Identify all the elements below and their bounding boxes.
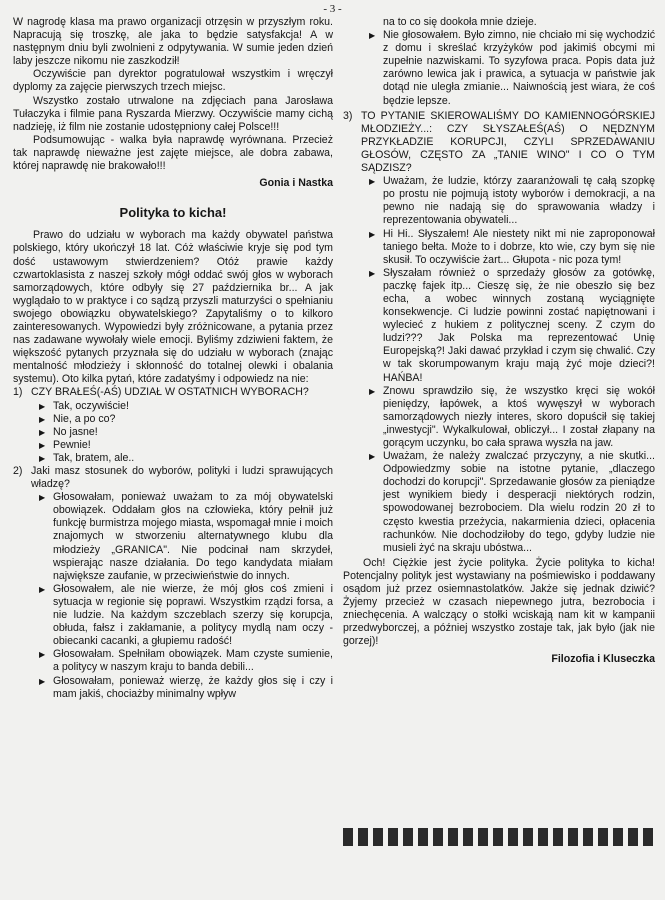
- question-1: [13, 386, 333, 465]
- arrow-bullet-icon: ▶: [39, 453, 46, 463]
- arrow-bullet-icon: ▶: [39, 584, 46, 594]
- arrow-bullet-icon: ▶: [369, 229, 376, 239]
- list-item: ▶ Uważam, że należy zwalczać przyczyny, a nie skutki... Odpowiedzmy sobie na istotne pytanie, „dlaczego dochodzi do korupcji". Sprzedawanie głosów za pieniądze jest wynikiem biedy i desperacji niektórych rodzin, spowodowanej bezrobociem. Dla wielu rodzin 20 zł to często kwestia przeżycia, nakarmienia dzieci, opłacenia rachunków. Nie dochodziłoby do tego, gdyby ludzie nie musieli żyć na skraju ubóstwa...: [369, 450, 655, 554]
- list-item: ▶ Nie głosowałem. Było zimno, nie chciało mi się wychodzić z domu i skreślać krzyżyków pod jakimiś obcymi mi zupełnie nazwiskami. To syzyfowa praca. Popis data już zarówno lewica jak i prawica, a sytuacja w państwie jak dotąd nie uległa zmianie... Naiwnością jest wiara, że coś będzie lepsze.: [369, 29, 655, 107]
- intro-paragraph: Oczywiście pan dyrektor pogratulował wszystkim i wręczył dyplomy za zajęcie pierwszych trzech miejsc.: [13, 68, 333, 94]
- list-item: ▶ No jasne!: [39, 425, 98, 438]
- bar-block: [433, 828, 443, 846]
- list-item: ▶ Pewnie!: [39, 438, 91, 451]
- bar-block: [628, 828, 638, 846]
- arrow-bullet-icon: ▶: [369, 177, 376, 187]
- article-title: Polityka to kicha!: [119, 205, 227, 221]
- question-3: [343, 110, 655, 555]
- arrow-bullet-icon: ▶: [39, 414, 46, 424]
- bar-block: [493, 828, 503, 846]
- list-item: ▶ Tak, bratem, ale..: [39, 451, 135, 464]
- list-item: ▶ Uważam, że ludzie, którzy zaaranżowali tę całą szopkę po prostu nie pojmują istoty wyborów i demokracji, a na pewno nie nadają się do sprawowania władzy i reprezentowania obywateli...: [369, 175, 655, 227]
- list-item: ▶ Nie, a po co?: [39, 412, 116, 425]
- question-text: CZY BRAŁEŚ(-AŚ) UDZIAŁ W OSTATNICH WYBORACH?: [31, 386, 309, 399]
- bar-block: [448, 828, 458, 846]
- closing-signature: Filozofia i Kluseczka: [551, 652, 655, 665]
- list-item: ▶ Hi Hi.. Słyszałem! Ale niestety nikt mi nie zaproponował taniego bełta. Może to i dobrze, kto wie, czy bym się nie skusił. To oczywiście żart... Głupota - nic poza tym!: [369, 227, 655, 266]
- closing-paragraph: Och! Ciężkie jest życie polityka. Życie polityka to kicha! Potencjalny polityk jest wystawiany na pośmiewisko i poddawany osądom już przez osiemnastolatków. Jakże się jednak dziwić? Żyjemy przecież w czasach niepewnego jutra, bezrobocia i zniechęcenia. A walczący o stołki wciskają nam kit w kampanii przedwyborczej, a później wszystko zostaje tak, jak było (jak nie gorzej)!: [343, 556, 655, 648]
- question-number: 3): [343, 109, 353, 122]
- answer-list: [13, 400, 333, 465]
- bar-block: [358, 828, 368, 846]
- question-text: TO PYTANIE SKIEROWALIŚMY DO KAMIENNOGÓRSKIEJ MŁODZIEŻY...: CZY SŁYSZAŁEŚ(AŚ) O NĘDZNYM PRZYKŁADZIE KORUPCJI, CZYLI SPRZEDAWANIU GŁOSÓW, CZĘSTO ZA „TANIE WINO" I CO O TYM SĄDZISZ?: [361, 109, 655, 175]
- right-column: [343, 16, 655, 666]
- bar-block: [538, 828, 548, 846]
- question-2: [13, 465, 333, 701]
- intro-paragraph: Podsumowując - walka była naprawdę wyrównana. Przecież tak naprawdę nieważne jest zajęte miejsce, ale dobra zabawa, której naprawdę nie brakowało!!!: [13, 133, 333, 173]
- decorative-bar-strip: [343, 828, 663, 848]
- answer-list: [13, 491, 333, 701]
- bar-block: [403, 828, 413, 846]
- bar-block: [643, 828, 653, 846]
- bar-block: [343, 828, 353, 846]
- list-item: ▶ Tak, oczywiście!: [39, 399, 129, 412]
- bar-block: [418, 828, 428, 846]
- list-item: ▶ Słyszałam również o sprzedaży głosów za gotówkę, paczkę fajek itp... Cieszę się, że nie obeszło się bez echa, a wobec winnych zostaną wyciągnięte konsekwencje. Ci ludzie powinni zostać napiętnowani i wylecieć z hukiem z politycznej sceny. Z czym do ludzi??? Jak Polska ma reprezentować Unię Europejską?! Jaki dawać przykład i czym się chwalić. Czy w tak skorumpowanym kraju mają żyć moje dzieci?! HAŃBA!: [369, 266, 655, 384]
- arrow-bullet-icon: ▶: [39, 650, 46, 660]
- answer-list: [343, 16, 655, 108]
- arrow-bullet-icon: ▶: [39, 493, 46, 503]
- bar-block: [373, 828, 383, 846]
- list-item: ▶ Głosowałam. Spełniłam obowiązek. Mam czyste sumienie, a politycy w naszym kraju to banda debili...: [39, 648, 333, 674]
- bar-block: [478, 828, 488, 846]
- arrow-bullet-icon: ▶: [369, 452, 376, 462]
- arrow-bullet-icon: ▶: [369, 31, 376, 41]
- arrow-bullet-icon: ▶: [39, 676, 46, 686]
- bar-block: [553, 828, 563, 846]
- arrow-bullet-icon: ▶: [369, 386, 376, 396]
- left-column: [13, 16, 333, 701]
- list-item: ▶ Głosowałem, ale nie wierze, że mój głos coś zmieni i sytuacja w regionie się poprawi. Wszystkim rządzi forsa, a nie ludzie. Na każdym szczeblach szerzy się korupcja, obłuda, fałsz i zakłamanie, a politycy mydlą nam oczy - obiecanki cacanki, a głupiemu radość!: [39, 582, 333, 648]
- arrow-bullet-icon: ▶: [39, 401, 46, 411]
- arrow-bullet-icon: ▶: [369, 268, 376, 278]
- question-number: 1): [13, 386, 23, 399]
- bar-block: [508, 828, 518, 846]
- list-item: ▶ Znowu sprawdziło się, że wszystko kręci się wokół pieniędzy, łapówek, a ktoś wywęszył w wyborach samorządowych niezły interes, skoro dopuścił się takiej „inwestycji". Wykalkulował, obliczył... I został złapany na gorącym uczynku, bo cała sprawa wyszła na jaw.: [369, 384, 655, 449]
- article-intro: Prawo do udziału w wyborach ma każdy obywatel państwa polskiego, który ukończył 18 lat. Cóż właściwie kryje się pod tym dość ustawowym stwierdzeniem? Otóż prawie każdy czwartoklasista z naszej szkoły mógł oddać swój głos w wyborach samorządowych, które odbyły się 27 października br... A jak wyglądało to w praktyce i co sądzą przyszli maturzyści o spełnianiu swojego obowiązku obywatelskiego? Zapytaliśmy o to kilkoro zainteresowanych. Wypowiedzi były zróżnicowane, a pytania przez nas zadawane wywołały wiele emocji. Byliśmy zdziwieni faktem, że większość pytanych przyznała się do udziału w wyborach (znając mentalność młodzieży i skłonność do totalnej olewki i obalania systemu). Oto kilka pytań, które zadatyśmy i odpowiedz na nie:: [13, 229, 333, 386]
- intro-signature: Gonia i Nastka: [259, 177, 333, 190]
- bar-block: [523, 828, 533, 846]
- bar-block: [613, 828, 623, 846]
- list-item-continued: na to co się dookoła mnie dzieje.: [383, 16, 537, 28]
- bar-block: [568, 828, 578, 846]
- bar-block: [463, 828, 473, 846]
- question-text: Jaki masz stosunek do wyborów, polityki i ludzi sprawujących władzę?: [31, 465, 333, 491]
- bar-block: [583, 828, 593, 846]
- answer-list: [343, 175, 655, 555]
- intro-paragraph: W nagrodę klasa ma prawo organizacji otrzęsin w przyszłym roku. Napracują się troszkę, ale jaka to będzie satysfakcja! A w następnym dniu byli zwolnieni z odpytywania. W sumie jeden dzień laby jeszcze nikomu nie zaszkodził!: [13, 16, 333, 68]
- page-number: - 3 -: [323, 3, 342, 15]
- bar-block: [388, 828, 398, 846]
- arrow-bullet-icon: ▶: [39, 427, 46, 437]
- list-item: ▶ Głosowałam, ponieważ uważam to za mój obywatelski obowiązek. Oddałam głos na człowieka, który pełnił już funkcję burmistrza mojego miasta, wspomagał mnie i moich znajomych w stworzeniu alternatywnego klubu dla młodzieży „GRANICA". Nie podcinał nam skrzydeł, wspierając nasze działania. Do tego kandydata miałam największe zaufanie, w przeciwieństwie do innych.: [39, 491, 333, 582]
- question-number: 2): [13, 465, 23, 477]
- list-item: ▶ Głosowałam, ponieważ wierzę, że każdy głos się i czy i mam jakiś, chociażby minimalny wpływ: [39, 674, 333, 700]
- bar-block: [598, 828, 608, 846]
- arrow-bullet-icon: ▶: [39, 440, 46, 450]
- intro-paragraph: Wszystko zostało utrwalone na zdjęciach pana Jarosława Tułaczyka i filmie pana Ryszarda Mierzwy. Oczywiście mamy cichą nadzieję, iż film nie zostanie udostępniony całej Polsce!!!: [13, 94, 333, 133]
